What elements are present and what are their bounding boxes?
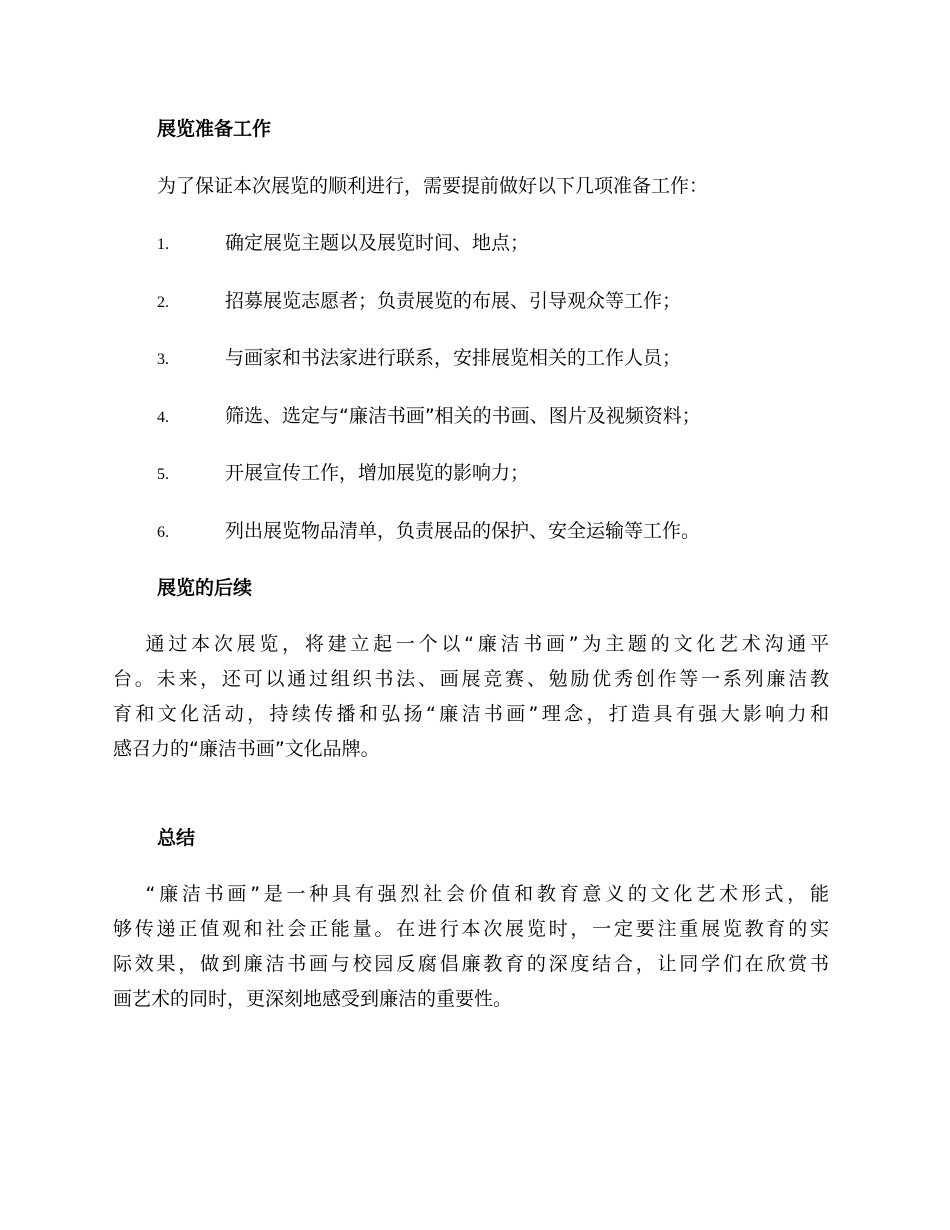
list-number: 5.: [157, 466, 169, 483]
paragraph-line: “廉洁书画”是一种具有强烈社会价值和教育意义的文化艺术形式，能: [113, 883, 829, 905]
list-item: [157, 461, 857, 485]
paragraph-line: 感召力的“廉洁书画”文化品牌。: [113, 738, 380, 760]
list-number: 1.: [157, 236, 169, 253]
section-heading-summary: 总结: [157, 827, 196, 849]
paragraph-line: 够传递正值观和社会正能量。在进行本次展览时，一定要注重展览教育的实: [113, 918, 829, 940]
paragraph-line: 台。未来，还可以通过组织书法、画展竞赛、勉励优秀创作等一系列廉洁教: [113, 668, 829, 690]
paragraph-line: 育和文化活动，持续传播和弘扬“廉洁书画”理念，打造具有强大影响力和: [113, 703, 829, 725]
list-number: 6.: [157, 524, 169, 541]
section-heading-followup: 展览的后续: [157, 577, 253, 599]
followup-paragraph: [113, 627, 829, 767]
list-text: 列出展览物品清单，负责展品的保护、安全运输等工作。: [225, 520, 701, 542]
list-item: [157, 404, 857, 428]
prep-intro: 为了保证本次展览的顺利进行，需要提前做好以下几项准备工作：: [157, 175, 709, 197]
list-item: [157, 289, 857, 313]
list-text: 与画家和书法家进行联系，安排展览相关的工作人员；: [225, 347, 682, 369]
list-number: 3.: [157, 351, 169, 368]
paragraph-line: 际效果，做到廉洁书画与校园反腐倡廉教育的深度结合，让同学们在欣赏书: [113, 953, 829, 975]
list-number: 4.: [157, 409, 169, 426]
list-number: 2.: [157, 294, 169, 311]
list-text: 筛选、选定与“廉洁书画”相关的书画、图片及视频资料；: [225, 405, 701, 427]
paragraph-line: 画艺术的同时，更深刻地感受到廉洁的重要性。: [113, 988, 513, 1010]
paragraph-line: 通过本次展览，将建立起一个以“廉洁书画”为主题的文化艺术沟通平: [113, 633, 829, 655]
list-text: 招募展览志愿者；负责展览的布展、引导观众等工作；: [225, 290, 682, 312]
list-text: 开展宣传工作，增加展览的影响力；: [225, 462, 530, 484]
list-text: 确定展览主题以及展览时间、地点；: [225, 232, 530, 254]
section-heading-prep: 展览准备工作: [157, 118, 272, 140]
list-item: [157, 231, 857, 255]
list-item: [157, 346, 857, 370]
summary-paragraph: [113, 877, 829, 1017]
list-item: [157, 519, 857, 543]
